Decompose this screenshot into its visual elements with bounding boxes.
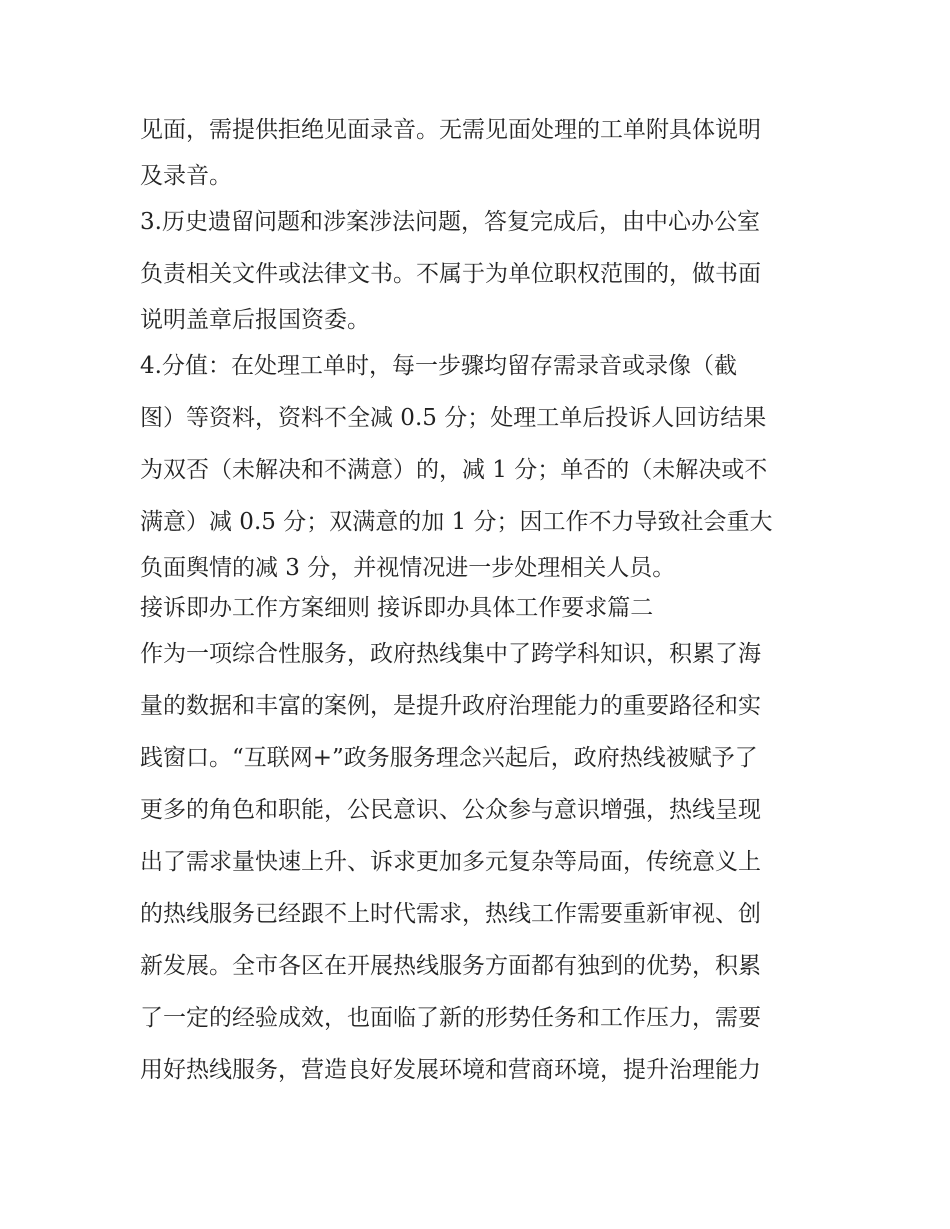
text-line: 为双否（未解决和不满意）的，减 1 分；单否的（未解决或不 (140, 457, 768, 483)
text-line: 说明盖章后报国资委。 (140, 307, 370, 333)
text-line: 负面舆情的减 3 分，并视情况进一步处理相关人员。 (140, 555, 676, 581)
text-line: 出了需求量快速上升、诉求更加多元复杂等局面，传统意义上 (140, 849, 761, 875)
text-line: 作为一项综合性服务，政府热线集中了跨学科知识，积累了海 (140, 641, 761, 667)
text-line: 量的数据和丰富的案例，是提升政府治理能力的重要路径和实 (140, 693, 761, 719)
text-line: 更多的角色和职能，公民意识、公众参与意识增强，热线呈现 (140, 797, 761, 823)
text-line: 践窗口。“互联网+”政务服务理念兴起后，政府热线被赋予了 (140, 745, 758, 771)
text-line: 了一定的经验成效，也面临了新的形势任务和工作压力，需要 (140, 1005, 761, 1031)
text-line: 见面，需提供拒绝见面录音。无需见面处理的工单附具体说明 (140, 117, 761, 143)
text-line: 图）等资料，资料不全减 0.5 分；处理工单后投诉人回访结果 (140, 405, 767, 431)
document-body (140, 104, 820, 1096)
text-line: 3.历史遗留问题和涉案涉法问题，答复完成后，由中心办公室 (140, 209, 760, 235)
text-line: 的热线服务已经跟不上时代需求，热线工作需要重新审视、创 (140, 901, 761, 927)
text-line: 新发展。全市各区在开展热线服务方面都有独到的优势，积累 (140, 953, 761, 979)
text-line: 及录音。 (140, 163, 232, 189)
text-line: 4.分值：在处理工单时，每一步骤均留存需录音或录像（截 (140, 353, 737, 379)
section-heading: 接诉即办工作方案细则 接诉即办具体工作要求篇二 (140, 595, 654, 621)
text-line: 用好热线服务，营造良好发展环境和营商环境，提升治理能力 (140, 1057, 761, 1083)
text-line: 满意）减 0.5 分；双满意的加 1 分；因工作不力导致社会重大 (140, 509, 773, 535)
text-line: 负责相关文件或法律文书。不属于为单位职权范围的，做书面 (140, 261, 761, 287)
